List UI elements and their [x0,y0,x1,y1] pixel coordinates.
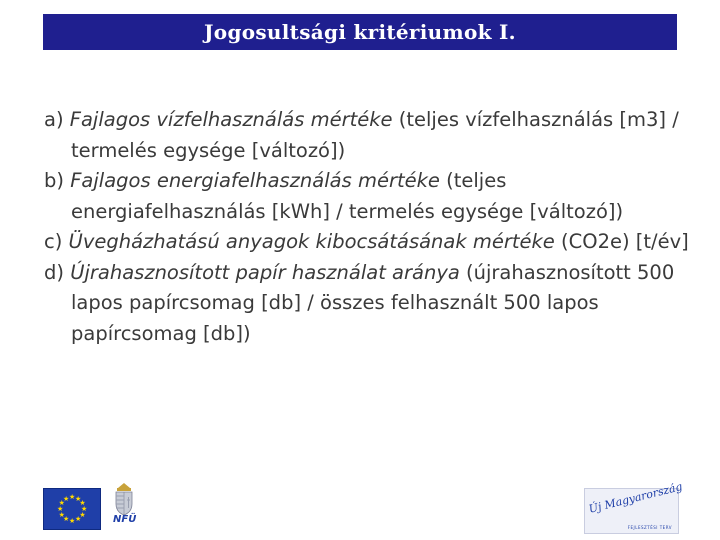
eu-star-icon: ★ [58,499,65,507]
footer-logos [0,478,720,540]
uj-magyarorszag-logo-subtitle: FEJLESZTÉSI TERV [627,525,672,530]
item-label: b) [44,169,64,192]
item-description: (CO2e) [t/év] [561,230,689,253]
item-emphasis: Fajlagos energiafelhasználás mértéke [70,169,440,192]
slide-title-bar [43,14,677,50]
criteria-list [44,105,694,349]
item-emphasis: Fajlagos vízfelhasználás mértéke [69,108,393,131]
eu-star-icon: ★ [57,505,64,513]
eu-star-icon: ★ [81,505,88,513]
item-label: d) [44,260,64,284]
nfu-logo-text: NFÜ [113,514,137,525]
eu-star-icon: ★ [79,511,86,519]
eu-flag-icon [43,488,101,530]
eu-star-icon: ★ [69,517,76,525]
eu-star-icon: ★ [79,499,86,507]
eu-star-icon: ★ [63,494,70,503]
slide-title: Jogosultsági kritériumok I. [204,20,516,44]
criteria-item-b [44,166,694,227]
uj-magyarorszag-logo [584,479,684,534]
eu-star-icon: ★ [75,515,82,524]
uj-magyarorszag-logo-text: Új Magyarország [587,479,684,516]
item-emphasis: Üvegházhatású anyagok kibocsátásának mértéke [68,230,555,253]
item-description: (újrahasznosított 500 lapos papírcsomag [db] / összes felhasznált 500 lapos papírcsomag [db]) [71,260,675,345]
criteria-item-d [44,258,694,350]
item-label: c) [44,230,63,253]
item-description: (teljes energiafelhasználás [kWh] / termelés egysége [változó]) [71,169,624,223]
eu-star-icon: ★ [69,493,76,501]
eu-star-icon: ★ [58,511,65,519]
item-emphasis: Újrahasznosított papír használat aránya [70,260,460,284]
eu-star-icon: ★ [63,515,70,524]
item-label: a) [44,108,64,131]
item-description: (teljes vízfelhasználás [m3] / termelés egysége [változó]) [71,108,679,162]
hungarian-coat-of-arms-icon [108,482,140,534]
criteria-item-c [44,227,694,258]
eu-star-icon: ★ [75,494,82,503]
criteria-item-a [44,105,694,166]
